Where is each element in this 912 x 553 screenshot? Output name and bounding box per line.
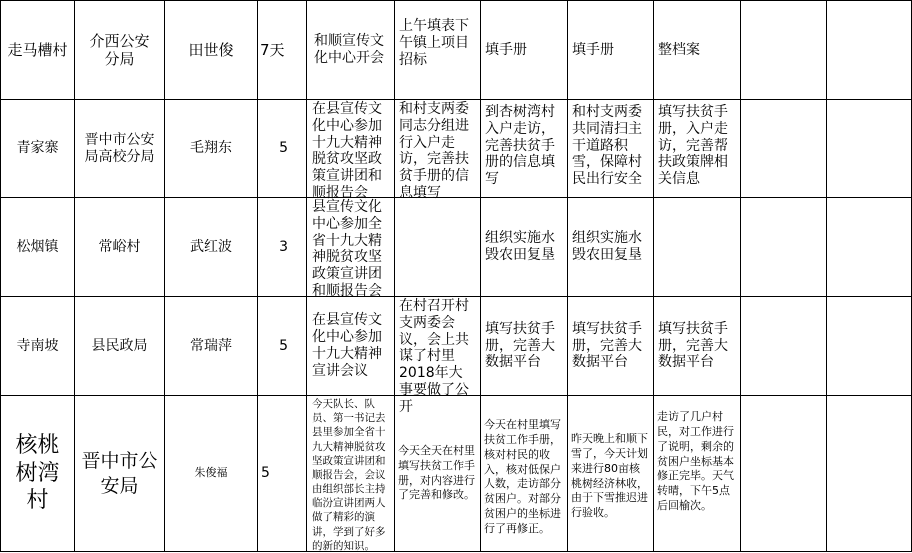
cell-days[interactable]: 5	[261, 465, 270, 482]
cell-unit[interactable]: 晋中市公安局高校分局	[84, 131, 155, 165]
cell-empty[interactable]	[741, 1, 826, 99]
cell-days[interactable]: 7天	[260, 41, 285, 59]
cell-unit[interactable]: 介西公安分局	[89, 32, 150, 68]
cell-activity[interactable]: 填写扶贫手册，完善大数据平台	[572, 320, 642, 371]
cell-empty[interactable]	[654, 198, 740, 296]
cell-activity[interactable]: 填写扶贫手册，入户走访，完善帮扶政策牌相关信息	[658, 104, 728, 188]
cell-activity[interactable]: 上午填表下午镇上项目招标	[399, 18, 469, 68]
cell-person[interactable]: 毛翔东	[190, 140, 232, 157]
cell-person[interactable]: 田世俊	[188, 41, 234, 59]
cell-activity[interactable]: 今天全天在村里填写扶贫工作手册，对内容进行了完善和修改。	[398, 443, 475, 502]
cell-place[interactable]: 松烟镇	[16, 238, 59, 255]
cell-unit[interactable]: 晋中市公安局	[81, 449, 158, 497]
cell-activity[interactable]: 昨天晚上和顺下雪了，今天计划来进行80亩核桃树经济林收，由于下雪推迟进行验收。	[571, 432, 648, 520]
cell-activity[interactable]: 在县宣传文化中心参加十九大精神宣讲会议	[312, 312, 382, 379]
cell-unit[interactable]: 常峪村	[98, 238, 141, 255]
cell-activity[interactable]: 县宣传文化中心参加全省十九大精神脱贫攻坚政策宣讲团和顺报告会	[312, 199, 382, 299]
cell-activity[interactable]: 今天在村里填写扶贫工作手册，核对村民的收入，核对低保户人数，走访部分贫困户。对部分贫困户的坐标进行了再修正。	[484, 418, 561, 535]
cell-activity[interactable]: 和村支两委同志分组进行入户走访，完善扶贫手册的信息填写	[399, 101, 469, 201]
cell-activity[interactable]: 在县宣传文化中心参加十九大精神脱贫攻坚政策宣讲团和顺报告会	[312, 101, 382, 201]
cell-activity[interactable]: 和村支两委共同清扫主干道路积雪，保障村民出行安全	[572, 104, 642, 188]
cell-empty[interactable]	[741, 198, 826, 296]
cell-activity[interactable]: 到杏树湾村入户走访，完善扶贫手册的信息填写	[485, 104, 555, 188]
cell-empty[interactable]	[741, 100, 826, 197]
cell-activity[interactable]: 走访了几户村民，对工作进行了说明，剩余的贫困户坐标基本修正完毕。天气转晴，下午5点后回榆次。	[657, 410, 734, 513]
cell-empty[interactable]	[827, 100, 911, 197]
cell-empty[interactable]	[827, 198, 911, 296]
cell-activity[interactable]: 填写扶贫手册，完善大数据平台	[485, 320, 555, 371]
cell-activity[interactable]: 填写扶贫手册，完善大数据平台	[658, 320, 728, 371]
cell-place[interactable]: 寺南坡	[16, 337, 59, 354]
cell-empty[interactable]	[827, 1, 911, 99]
cell-days[interactable]: 5	[279, 140, 288, 157]
cell-empty[interactable]	[741, 297, 826, 395]
cell-empty[interactable]	[827, 297, 911, 395]
cell-person[interactable]: 常瑞萍	[190, 337, 232, 354]
cell-days[interactable]: 3	[279, 238, 288, 255]
cell-activity[interactable]: 组织实施水毁农田复垦	[485, 230, 555, 263]
cell-activity[interactable]: 填手册	[572, 41, 614, 58]
cell-empty[interactable]	[827, 396, 911, 551]
cell-place[interactable]: 核桃树湾村	[15, 433, 60, 514]
cell-person[interactable]: 武红波	[190, 238, 232, 255]
cell-days[interactable]: 5	[279, 337, 288, 354]
cell-activity[interactable]: 组织实施水毁农田复垦	[572, 230, 642, 263]
cell-activity[interactable]: 整档案	[658, 41, 700, 58]
cell-place[interactable]: 青家寨	[16, 140, 59, 157]
cell-unit[interactable]: 县民政局	[91, 337, 148, 354]
cell-place[interactable]: 走马槽村	[7, 41, 68, 59]
cell-activity[interactable]	[395, 198, 480, 296]
cell-person[interactable]: 朱俊福	[194, 466, 228, 480]
cell-activity[interactable]: 在村召开村支两委会议，会上共谋了村里2018年大事要做了公开	[399, 298, 469, 415]
cell-activity[interactable]: 和顺宣传文化中心开会	[314, 33, 384, 66]
cell-activity[interactable]: 填手册	[485, 41, 527, 58]
cell-activity[interactable]: 今天队长、队员、第一书记去县里参加全省十九大精神脱贫攻坚政策宣讲团和顺报告会，会议由组织部长主持临汾宣讲团两人做了精彩的演讲，学到了好多的新的知识。	[312, 398, 386, 552]
cell-empty[interactable]	[741, 396, 826, 551]
